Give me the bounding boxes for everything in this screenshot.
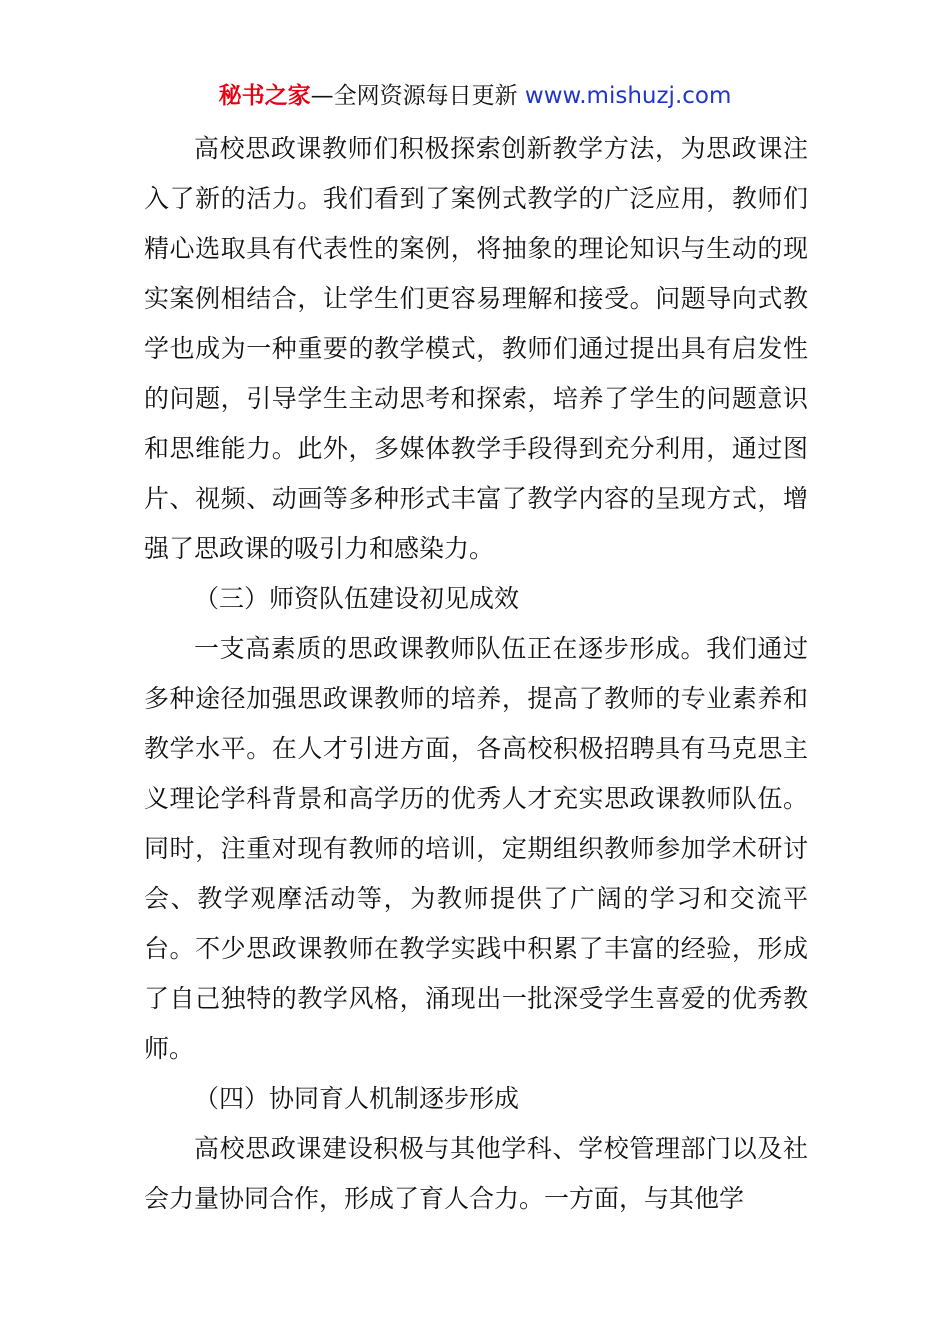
site-url-link[interactable]: www.mishuzj.com bbox=[524, 83, 732, 109]
paragraph-collaboration: 高校思政课建设积极与其他学科、学校管理部门以及社会力量协同合作，形成了育人合力。一方面，与其他学 bbox=[144, 1134, 808, 1213]
page-header bbox=[0, 80, 950, 112]
site-tagline: —全网资源每日更新 bbox=[310, 83, 518, 109]
site-brand: 秘书之家 bbox=[218, 83, 311, 109]
section-heading-3: （三）师资队伍建设初见成效 bbox=[194, 584, 520, 613]
document-body bbox=[144, 124, 808, 1224]
paragraph-faculty: 一支高素质的思政课教师队伍正在逐步形成。我们通过多种途径加强思政课教师的培养，提高了教师的专业素养和教学水平。在人才引进方面，各高校积极招聘具有马克思主义理论学科背景和高学历的优秀人才充实思政课教师队伍。同时，注重对现有教师的培训，定期组织教师参加学术研讨会、教学观摩活动等，为教师提供了广阔的学习和交流平台。不少思政课教师在教学实践中积累了丰富的经验，形成了自己独特的教学风格，涌现出一批深受学生喜爱的优秀教师。 bbox=[144, 634, 808, 1063]
paragraph-teaching-methods: 高校思政课教师们积极探索创新教学方法，为思政课注入了新的活力。我们看到了案例式教学的广泛应用，教师们精心选取具有代表性的案例，将抽象的理论知识与生动的现实案例相结合，让学生们更容易理解和接受。问题导向式教学也成为一种重要的教学模式，教师们通过提出具有启发性的问题，引导学生主动思考和探索，培养了学生的问题意识和思维能力。此外，多媒体教学手段得到充分利用，通过图片、视频、动画等多种形式丰富了教学内容的呈现方式，增强了思政课的吸引力和感染力。 bbox=[144, 134, 808, 563]
section-heading-4: （四）协同育人机制逐步形成 bbox=[194, 1084, 520, 1113]
